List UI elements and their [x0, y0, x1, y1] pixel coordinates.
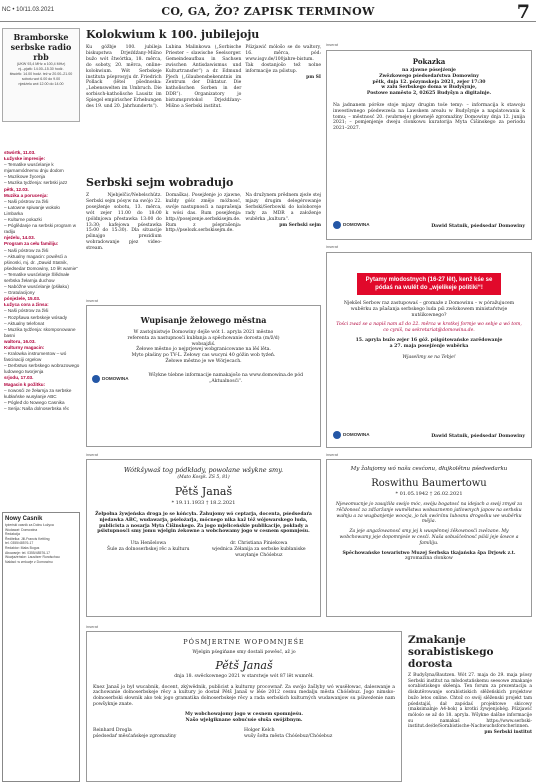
text-line: wobsajźiś.: [191, 341, 216, 347]
memorial-dates: * 01.05.1942 † 26.02.2021: [395, 491, 463, 497]
article-sejm: [86, 176, 321, 286]
program-item: – Tematike wusćelanje Šlědnałe serbska žełarnja duchow: [4, 271, 70, 283]
text-line: sobotu wot 6.00 do 9.00: [21, 77, 61, 81]
memorial-body: Knez Janaš jo był wucabnik, docent, zkýwědnik, publicist a kulturny procownař. Za swójo žašlyby wó wusěłowac, daleswanje a zachowanie dolnoserbskeje rěcy a kultury jo dostał Pětš Janaš w lěśe 2012 cesnu medalju města Chóśebuz. Jogo nimsko-dolnoserbski słownik ako tek jogo gramatika dolnoserbskeje rěcy a rada serbskich kulturných wudawanjow su pśiweźenie nam powšyknje znate.: [93, 684, 395, 707]
signer-role: Šule za dolnoserbskej rěc a kulturu: [106, 546, 190, 552]
memorial-signer-left: [93, 541, 204, 558]
memorial-body: Žełpołna žywjeńska droga jo se kóńcyła. Žahujomy wó ceptarja, docenta, pśedsedaŕa njedawka ABC, wudawarja, pśelożaŕja, mócnego nika kaž též wójowarskego luda, publicista a nosarja Myta Ćišinskego. Za jogo mjeliceńskie publikacije, pokłady a pśistupnosći smy jomu wjelgin źekowne a wobchowamy jogo w cesnem spomnjeśu.: [95, 512, 312, 535]
text-line: nj.–pjatk: 14.00–15.30 hodź.: [18, 67, 64, 71]
memorial-body: Njewomucnje jo zasajźiła swójo móc, swóju bogatosć na idejach a swój zmysł za rěčdonosć za zdžaržanje wumělstwa wobsaznemn jatlownych japow na serbsku wałnju a za wugbanjenje woocja, jo tak swórśnu lubosnu drogośku we wubërku mějia.: [335, 502, 523, 525]
domowina-logo: [333, 221, 370, 229]
program-item: – Naši póstrow za žiśi: [4, 308, 49, 314]
program-item: – Aktualny telefonat: [4, 320, 45, 326]
program-item: – Kulturne pokazki: [4, 217, 42, 223]
logo-icon: [92, 375, 100, 383]
text-line: Nakład: w zmluwje z Domowinu: [5, 559, 53, 564]
logo-text: DOMOWINA: [343, 222, 370, 228]
program-item: – Pógleđ do Nowego Casnika: [4, 399, 65, 405]
program-day: srjodu, 17.03.: [4, 375, 34, 381]
article-col-3: [245, 45, 321, 110]
memorial-title: PÓSMJERTNE WOPOMNJEŚE: [183, 638, 305, 646]
logo-icon: [333, 221, 341, 229]
program-item: – Derbstwo serbskego wobrazowego ludowego tworjenja: [4, 363, 80, 375]
impressum-lines: [5, 523, 77, 564]
inserat-label: inserat: [326, 244, 339, 249]
program-item: – Serija: Naša dolnoserbska rěc: [4, 405, 70, 411]
article-kolokwium: [86, 28, 321, 156]
program-day: waltoru, 16.03.: [4, 338, 36, 344]
issue-date: NC • 10/11.03.2021: [2, 7, 55, 13]
inserat-label: inserat: [86, 624, 99, 629]
memorial-name: Pětš Janaš: [215, 658, 273, 672]
program-item: Program za cełu familiju:: [4, 241, 59, 247]
signer-name: Uta Henšelowa: [130, 541, 167, 547]
job-ad-more: Wšykne tśebne informacije namakajošo na www.domowina.de pód „Aktualnosći“.: [148, 372, 304, 384]
article-body: Z Budyšyna/Bautzen. Wót 27. maja do 29. maja pśosy Serbski institut na młodostańskemu seesowe zmakanje sorabistiskego skěenja. Ten forum za prezentaciju a diskutěrowanje sorabistiskich słěžeńskich projektow bužo letos online. Chtož co swój slěženski projekt tam pśedstajiś, dał zapódaś projektowe skicowy (maksimalnje A4-bok) a krotki žywjenjobég. Pśizjawić mólośo se až do 18. apryla. Wšykne dalšne informacije su namakaś https://www.serbski-institut.de/de/Sorabistische-Nachwuchsforscherinnen.: [408, 673, 532, 730]
impressum-box: [2, 512, 80, 782]
signer-role: wjednica Zéłanija za serbske kubłaniske wusyłanje Chóśebuz: [211, 546, 306, 558]
memorial-sign: Spěchowańske towaristwo Muzej Serbska tkajańska špa Drjowk z.t.: [342, 550, 516, 556]
impressum-title: Nowy Casnik: [5, 516, 43, 522]
text-line: Ředitelka: Jill-Francis Kettling: [5, 536, 50, 541]
page-title: CO, GA, ŽO? ZAPISK TERMINOW: [161, 5, 375, 18]
program-item: – Łatowne spiwanje wokoło Limbarka: [4, 204, 60, 216]
memorial-name: Roswithu Baumertowu: [371, 478, 487, 489]
youth-ad-sign: Dawid Statnik, pśedsedaŕ Domowiny: [431, 434, 525, 439]
meeting-ad: [326, 50, 532, 240]
article-col-3-text: Na družynem prědnem zjeźe stej mjazy drugim delegérowanje Serbski/Serbowki do koloboreje rady za MDR a załoženje wubërka „kultura“.: [245, 193, 322, 222]
article-col-2: Lubina Malinkowa („Sorbische Priester – slawische Seelsorger. Gemeindeaufbau in Sachsen zwischen Antisdawismus und Kulturtransfer“) a dr. Edmund Pjech („Glaubensbekenntnis im Zentrum der Diktatur. Die katholischen Sorben in der DDR“). Organizatory jo bistumsprotokol Drjeźdźany-Mišno a Serbski institut.: [165, 45, 242, 110]
text-line: Wudawaŕ: Domowina: [5, 527, 38, 532]
signer-name: dr. Christiana Piniekowa: [230, 541, 288, 547]
radio-program: [4, 150, 80, 502]
memorial-janas: [86, 459, 321, 617]
domowina-logo: [333, 431, 370, 439]
article-dorost: [408, 634, 532, 782]
memorial-dates: * 19.11.1933 † 18.2.2021: [171, 500, 236, 506]
page-number: 7: [516, 1, 530, 23]
memorial-verse: My žałujomy wó našu cesćonu, dłujkolětnu pśedsedarku: [350, 466, 508, 472]
youth-ad-title: Pytamy młodostnych (16-27 lět), kenž kśe se pódaś na wulět do „wjelikeje politiki“!: [357, 273, 501, 295]
program-item: – Aktualny magacin: powěsći a pśinoski, mj. dr. „Dawid Statnik, pśedsedar Domowiny, 10 lět wamie“: [4, 253, 78, 271]
article-title: Zmakanje sorabistiskego dorosta: [408, 634, 494, 670]
text-line: W zastojnistwje Domowiny dejše wót 1. apryla 2021 městno: [133, 330, 274, 335]
program-day: pónjeźele, 15.03.: [4, 296, 41, 302]
memorial-dates: dnja 18. swěckownego 2021 w starstwje wót 87 lět wumrěł.: [174, 673, 314, 679]
article-col-3-text: Pśizjawić mólošo se do waltory, 16. měrca, pód: www.isgv.de/100jahre-bistum. Tak dostanjošo tež nolne informacije za pśistup.: [245, 45, 322, 74]
program-item: – Nabóžne wusćelanje (pśiłaku): [4, 284, 69, 290]
youth-ad-dates: 15. apryla bužo zejer 16 góž. pśigótowańske zarědowanje: [355, 337, 503, 343]
program-item: – Naši póstrow za žiśi: [4, 247, 49, 253]
job-ad: [86, 305, 321, 447]
youth-ad-body: Njekšel Serbow raz zastupowaś – gromaźe z Domowinu – w póražujucem wubërku za pšašanja serbskego luda pśi zwězkowem ministaŕstwje nutśikownego?: [343, 301, 515, 318]
text-line: (UKW 93,4 MHz a 100,4 MHz): [16, 62, 66, 66]
article-sign: pm Serbski institut: [484, 730, 532, 736]
inserat-label: inserat: [86, 298, 99, 303]
meeting-sign: Dawid Statnik, pśedsedaŕ Domowiny: [431, 224, 525, 229]
domowina-logo: [92, 375, 129, 383]
article-title: Kolokwium k 100. jubilejoju: [86, 28, 260, 41]
article-col-1: Ku góžbje 100. jubileja biskupstwa Drjeźdźany-Mišno bužo wót štwórtka, 18. měrca, do soboty, 20. měrca, online-kolokwium. Wót Serbskeje instituta pśeprosyju dr. Friedrich Pollack (lětel pšednoska: „Lebenswelten im Umbruch. Die sorbisch-katholische Lausitz im Spiegel empirischer Erhebungen des 19. und 20. Jahrhunderts“).: [86, 45, 162, 110]
text-line: Zwězkowego pśedsedaŕstwa Domowiny: [379, 73, 479, 79]
memorial-sub: Wjelgin pśegińane smy dostali powěsć, až jo: [192, 650, 296, 655]
text-line: tyźeński casnik za Dolnu Łužyca: [5, 523, 54, 527]
memorial-signer-right: [204, 541, 315, 558]
text-line: referenta za nastupnosći kubłanja a spěchowanie dorosta (m/ž/d): [127, 335, 280, 341]
article-sign: pm Serbski sejm: [279, 222, 322, 228]
text-line: tel. 0355/48576-17: [5, 541, 34, 546]
memorial-signer-right: [244, 728, 395, 740]
inserat-label: inserat: [326, 42, 339, 47]
program-item: Magacin k požitku:: [4, 381, 46, 387]
memorial-source: (Mato Kosyk. ZS 5, 81): [177, 475, 230, 480]
memorial-baumert: [326, 459, 532, 617]
text-line: štwórtk: 14.00 hodź. tež w 20.00–21.00: [9, 72, 73, 76]
program-day: stwórtk, 11.03.: [4, 150, 36, 155]
program-day: njeźelu, 14.03.: [4, 235, 35, 241]
article-col-1: Z Njebjelčic/Nebelschütz. Serbski sejm pósyw na swójo 22. posejźenje sobotu, 13. měrca, wót zejer 11.00 do 18:00 (póldnjowa přestawka 13:00 do 13:30; kafejowa pśestawka 15:00 do 15:30). Dla situacije pśinajgo prezidium wobradowanje pjez video-stream.: [86, 193, 162, 252]
text-line: njedźelu wot 12.00 do 14.00: [18, 82, 64, 86]
program-item: Łužyca cora a źinsa:: [4, 302, 49, 308]
article-col-3: [245, 193, 321, 252]
inserat-label: inserat: [326, 452, 339, 457]
memorial-sign2: zgromaźina cłonkow: [405, 556, 453, 562]
text-line: Redakcija: [5, 532, 20, 537]
youth-ad: [326, 252, 532, 448]
logo-text: DOMOWINA: [343, 432, 370, 438]
text-line: Wuwjaźeńske: Lausitzer Rundschau: [5, 555, 60, 560]
program-item: – Naši póstrow za žiśi: [4, 198, 49, 204]
radio-box: [2, 28, 80, 122]
text-line: na zjawne pósejźenje: [402, 68, 456, 73]
inserat-label: inserat: [86, 452, 99, 457]
signer-role: pśedsedaŕ měsćańskeje zgromaźiny: [93, 734, 177, 740]
memorial-body2: Za jeje angažowanosć smy jej k wuspěnnej źěkownosći zwězane. My wobchowamy jeje dopomnjeśe w cesći. Naša sobuśćeśnosć pśiśi jeje šowce a familiju.: [339, 529, 519, 546]
text-line: Myto płaśiny po TV-L. Žełowy cas wucyni 40 góžin wob tyźeń.: [131, 353, 276, 359]
youth-ad-dates2: a 27. maja posejźenje wubërka: [389, 343, 469, 349]
program-item: – Póglědanje na serbski program w radiju: [4, 223, 77, 235]
memorial-name: Pětš Janaš: [174, 485, 233, 498]
radio-title: Bramborske serbske radio rbb: [10, 32, 72, 62]
program-item: Kulturny magacin:: [4, 345, 45, 350]
program-item: Łužyske impresije:: [4, 156, 46, 162]
job-ad-lines: [92, 330, 315, 365]
text-line: w zalu Serbskego doma w Budyšynje,: [381, 85, 477, 91]
job-ad-title: Wupisanje žełowego městna: [140, 315, 267, 325]
meeting-title: Pokazka: [412, 57, 446, 66]
memorial-verse: Wótkšywaš tog pódkłady, powolane wšykne smy.: [123, 466, 284, 474]
memorial-signer-left: [93, 728, 244, 740]
program-item: – Kralowka instrumentow – wó fascinaciji orgelow: [4, 351, 67, 363]
article-sign: pm SI: [306, 74, 322, 80]
youth-ad-closing: Wjaselimy se na Tebje!: [402, 354, 456, 360]
program-item: – Rozpšawa serbskeje wósady: [4, 314, 68, 320]
meeting-body: Na jadnanem pórěze stoje mjazy drugim tośe temy: – informacija k stawoju inwestiwnego pśedewześa na Lawskem arealu w Budyšynje a napśatowania k tomu; – městnosć 20. (wubrneje) głownejě zgromaźiny Domowiny dnja 12. junija 2021; – pomjenjenje dweju clonkowu kuratorija Myta Ćišinskego za periodu 2021–2027.: [333, 102, 525, 132]
text-line: Žełowe městno jo nejprjewej wobgranicowane na lěś lěta.: [136, 347, 271, 353]
program-item: – Muzika tydźenja: skomponowane basni: [4, 326, 76, 338]
program-item: – Tematike wusćelanje k mjarnamódnemu dnju dodom: [4, 162, 64, 174]
memorial-bold: My wobchowajomy jogo w cesnem spomnjeśu.: [185, 711, 303, 717]
program-item: – nowosći ze žełarnja za serbske kubłańske wusyłanje ABC: [4, 387, 72, 399]
memorial-city: [86, 631, 402, 782]
text-line: pětk, dnja 12. pózymskeja 2021, zejer 17:30: [372, 79, 486, 85]
logo-icon: [333, 431, 341, 439]
text-line: Postowe naměsto 2, 02625 Budyšyn a digitalnje.: [366, 91, 492, 97]
program-item: – Gratulacijony: [4, 290, 35, 296]
text-line: Žełowe městno je we Wórjecach.: [165, 358, 242, 364]
logo-text: DOMOWINA: [102, 375, 129, 381]
meeting-lines: [333, 68, 525, 97]
text-line: Abowanje: tel. 0355/48576-17: [5, 550, 51, 555]
youth-ad-italic: Tości zwaź se a napiš nam až do 22. měrca w krotkej formje wo sebje a wó tom, co cyniš, na sekretariat@domowina.de.: [336, 322, 522, 334]
article-col-2: Domaška). Posejźenje jo zjawne, kuždy góśc změjo móžnosć, swóje nastupnosći a naprašenja k wósi das. Rum posejźenja: http://posejzenje.serbskisejm.de. Rum z pśeprašenja: http://pselozk.serbskisejm.de.: [165, 193, 242, 234]
text-line: Redaktor: Maks Bogus: [5, 545, 40, 550]
program-item: – Muzikowe žycenja: [4, 174, 46, 180]
memorial-bold2: Našo wjelgiknane sobućuśe słuša swójźbnym.: [185, 717, 303, 723]
article-title: Serbski sejm wobradujo: [86, 176, 234, 189]
radio-info: [3, 62, 79, 87]
program-day: pětk, 12.03.: [4, 186, 29, 192]
signer-name: Reinhard Drogla: [93, 728, 132, 734]
program-item: – Muzika tydźenja: serbski jazz: [4, 180, 68, 186]
signer-role: wušy šołta města Chóśebuz/Chóśebuz: [244, 734, 333, 740]
signer-name: Holger Kelch: [244, 728, 275, 734]
program-item: Muzika a porucenja:: [4, 192, 48, 198]
